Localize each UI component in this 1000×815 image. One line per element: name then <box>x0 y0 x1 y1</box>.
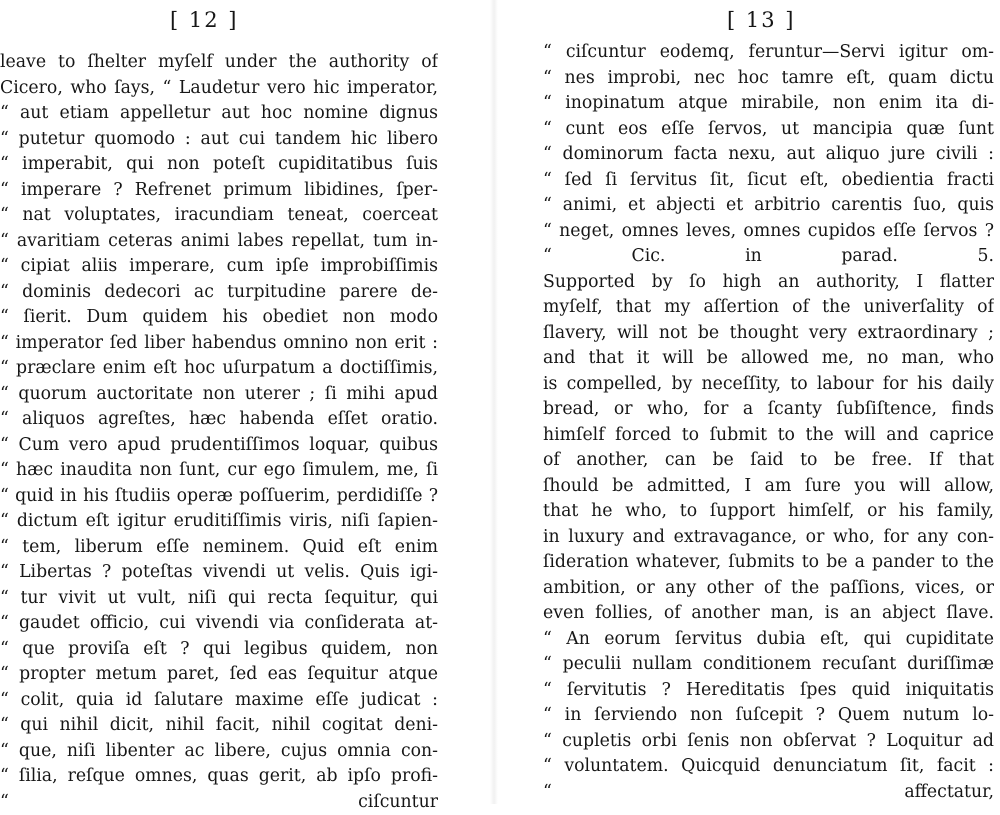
text-line: “ putetur quomodo : aut cui tandem hic libero <box>0 127 438 153</box>
right-page-text <box>543 40 994 805</box>
text-line: ambition, or any other of the paſſions, vices, or <box>543 576 994 602</box>
left-page <box>0 0 438 804</box>
text-line: “ imperare ? Refrenet primum libidines, ſper- <box>0 178 438 204</box>
text-line: is compelled, by neceſſity, to labour for his daily <box>543 372 994 398</box>
text-line: ſhould be admitted, I am ſure you will allow, <box>543 474 994 500</box>
text-line: Supported by ſo high an authority, I flatter <box>543 270 994 296</box>
text-line: “ cupletis orbi ſenis non obſervat ? Loquitur ad <box>543 729 994 755</box>
text-line: “ in ſerviendo non ſuſcepit ? Quem nutum lo- <box>543 703 994 729</box>
text-line: “ peculii nullam conditionem recuſant duriſſimæ <box>543 652 994 678</box>
right-page <box>543 0 994 804</box>
text-line: “ ciſcuntur eodemq, feruntur—Servi igitur om- <box>543 40 994 66</box>
right-page-number: [ 13 ] <box>727 8 795 32</box>
text-line: “ tem, liberum eſſe neminem. Quid eſt enim <box>0 535 438 561</box>
text-line: “ nes improbi, nec hoc tamre eſt, quam dictu <box>543 66 994 92</box>
text-line: “ colit, quia id ſalutare maxime eſſe judicat : <box>0 688 438 714</box>
text-line: of another, can be ſaid to be free. If that <box>543 448 994 474</box>
text-line: “ Libertas ? poteſtas vivendi ut velis. Quis igi- <box>0 560 438 586</box>
text-line: that he who, to ſupport himſelf, or his family, <box>543 499 994 525</box>
text-line: “ gaudet officio, cui vivendi via conſiderata at- <box>0 611 438 637</box>
text-line: in luxury and extravagance, or who, for any con- <box>543 525 994 551</box>
catchword: “ affectatur, <box>543 780 994 806</box>
text-line: himſelf forced to ſubmit to the will and caprice <box>543 423 994 449</box>
text-line: “ propter metum paret, ſed eas ſequitur atque <box>0 662 438 688</box>
text-line: “ que, niſi libenter ac libere, cujus omnia con- <box>0 739 438 765</box>
text-line: “ imperator ſed liber habendus omnino non erit : <box>0 331 438 357</box>
text-line: “ quid in his ſtudiis operæ poſſuerim, perdidiſſe ? <box>0 484 438 510</box>
text-line: bread, or who, for a ſcanty ſubſiſtence, finds <box>543 397 994 423</box>
text-line: Cicero, who ſays, “ Laudetur vero hic imperator, <box>0 76 438 102</box>
text-line: “ que proviſa eſt ? qui legibus quidem, non <box>0 637 438 663</box>
text-line: “ cunt eos eſſe ſervos, ut mancipia quæ ſunt <box>543 117 994 143</box>
text-line: “ aut etiam appelletur aut hoc nomine dignus <box>0 101 438 127</box>
text-line: “ neget, omnes leves, omnes cupidos eſſe ſervos ? <box>543 219 994 245</box>
text-line: even follies, of another man, is an abject ſlave. <box>543 601 994 627</box>
text-line: “ Cum vero apud prudentiſſimos loquar, quibus <box>0 433 438 459</box>
text-line: “ dominorum facta nexu, aut aliquo jure civili : <box>543 142 994 168</box>
text-line: “ inopinatum atque mirabile, non enim ita di- <box>543 91 994 117</box>
text-line: “ ſierit. Dum quidem his obediet non modo <box>0 305 438 331</box>
text-line: “ Cic. in parad. 5. <box>543 244 994 270</box>
text-line: “ aliquos agreſtes, hæc habenda eſſet oratio. <box>0 407 438 433</box>
text-line: “ quorum auctoritate non uterer ; ſi mihi apud <box>0 382 438 408</box>
text-line: ſlavery, will not be thought very extraordinary ; <box>543 321 994 347</box>
text-line: myſelf, that my aſſertion of the univerſality of <box>543 295 994 321</box>
text-line: “ An eorum ſervitus dubia eſt, qui cupiditate <box>543 627 994 653</box>
left-page-text <box>0 50 438 815</box>
text-line: “ nat voluptates, iracundiam teneat, coerceat <box>0 203 438 229</box>
text-line: “ tur vivit ut vult, niſi qui recta ſequitur, qui <box>0 586 438 612</box>
text-line: and that it will be allowed me, no man, who <box>543 346 994 372</box>
text-line: “ ſed ſi ſervitus ſit, ſicut eſt, obedientia fracti <box>543 168 994 194</box>
text-line: “ avaritiam ceteras animi labes repellat, tum in- <box>0 229 438 255</box>
text-line: “ præclare enim eſt hoc uſurpatum a doctiſſimis, <box>0 356 438 382</box>
text-line: “ ſervitutis ? Hereditatis ſpes quid iniquitatis <box>543 678 994 704</box>
text-line: “ cipiat aliis imperare, cum ipſe improbiſſimis <box>0 254 438 280</box>
text-line: leave to ſhelter myſelf under the authority of <box>0 50 438 76</box>
text-line: “ voluntatem. Quicquid denunciatum ſit, facit : <box>543 754 994 780</box>
text-line: “ dictum eſt igitur eruditiſſimis viris, niſi ſapien- <box>0 509 438 535</box>
book-gutter <box>490 0 498 804</box>
catchword: “ ciſcuntur <box>0 790 438 815</box>
text-line: “ hæc inaudita non ſunt, cur ego ſimulem, me, ſi <box>0 458 438 484</box>
text-line: “ animi, et abjecti et arbitrio carentis ſuo, quis <box>543 193 994 219</box>
text-line: “ ſilia, reſque omnes, quas gerit, ab ipſo profi- <box>0 764 438 790</box>
text-line: “ qui nihil dicit, nihil facit, nihil cogitat deni- <box>0 713 438 739</box>
text-line: ſideration whatever, ſubmits to be a pander to the <box>543 550 994 576</box>
text-line: “ imperabit, qui non poteſt cupiditatibus ſuis <box>0 152 438 178</box>
text-line: “ dominis dedecori ac turpitudine parere de- <box>0 280 438 306</box>
left-page-number: [ 12 ] <box>170 8 238 32</box>
